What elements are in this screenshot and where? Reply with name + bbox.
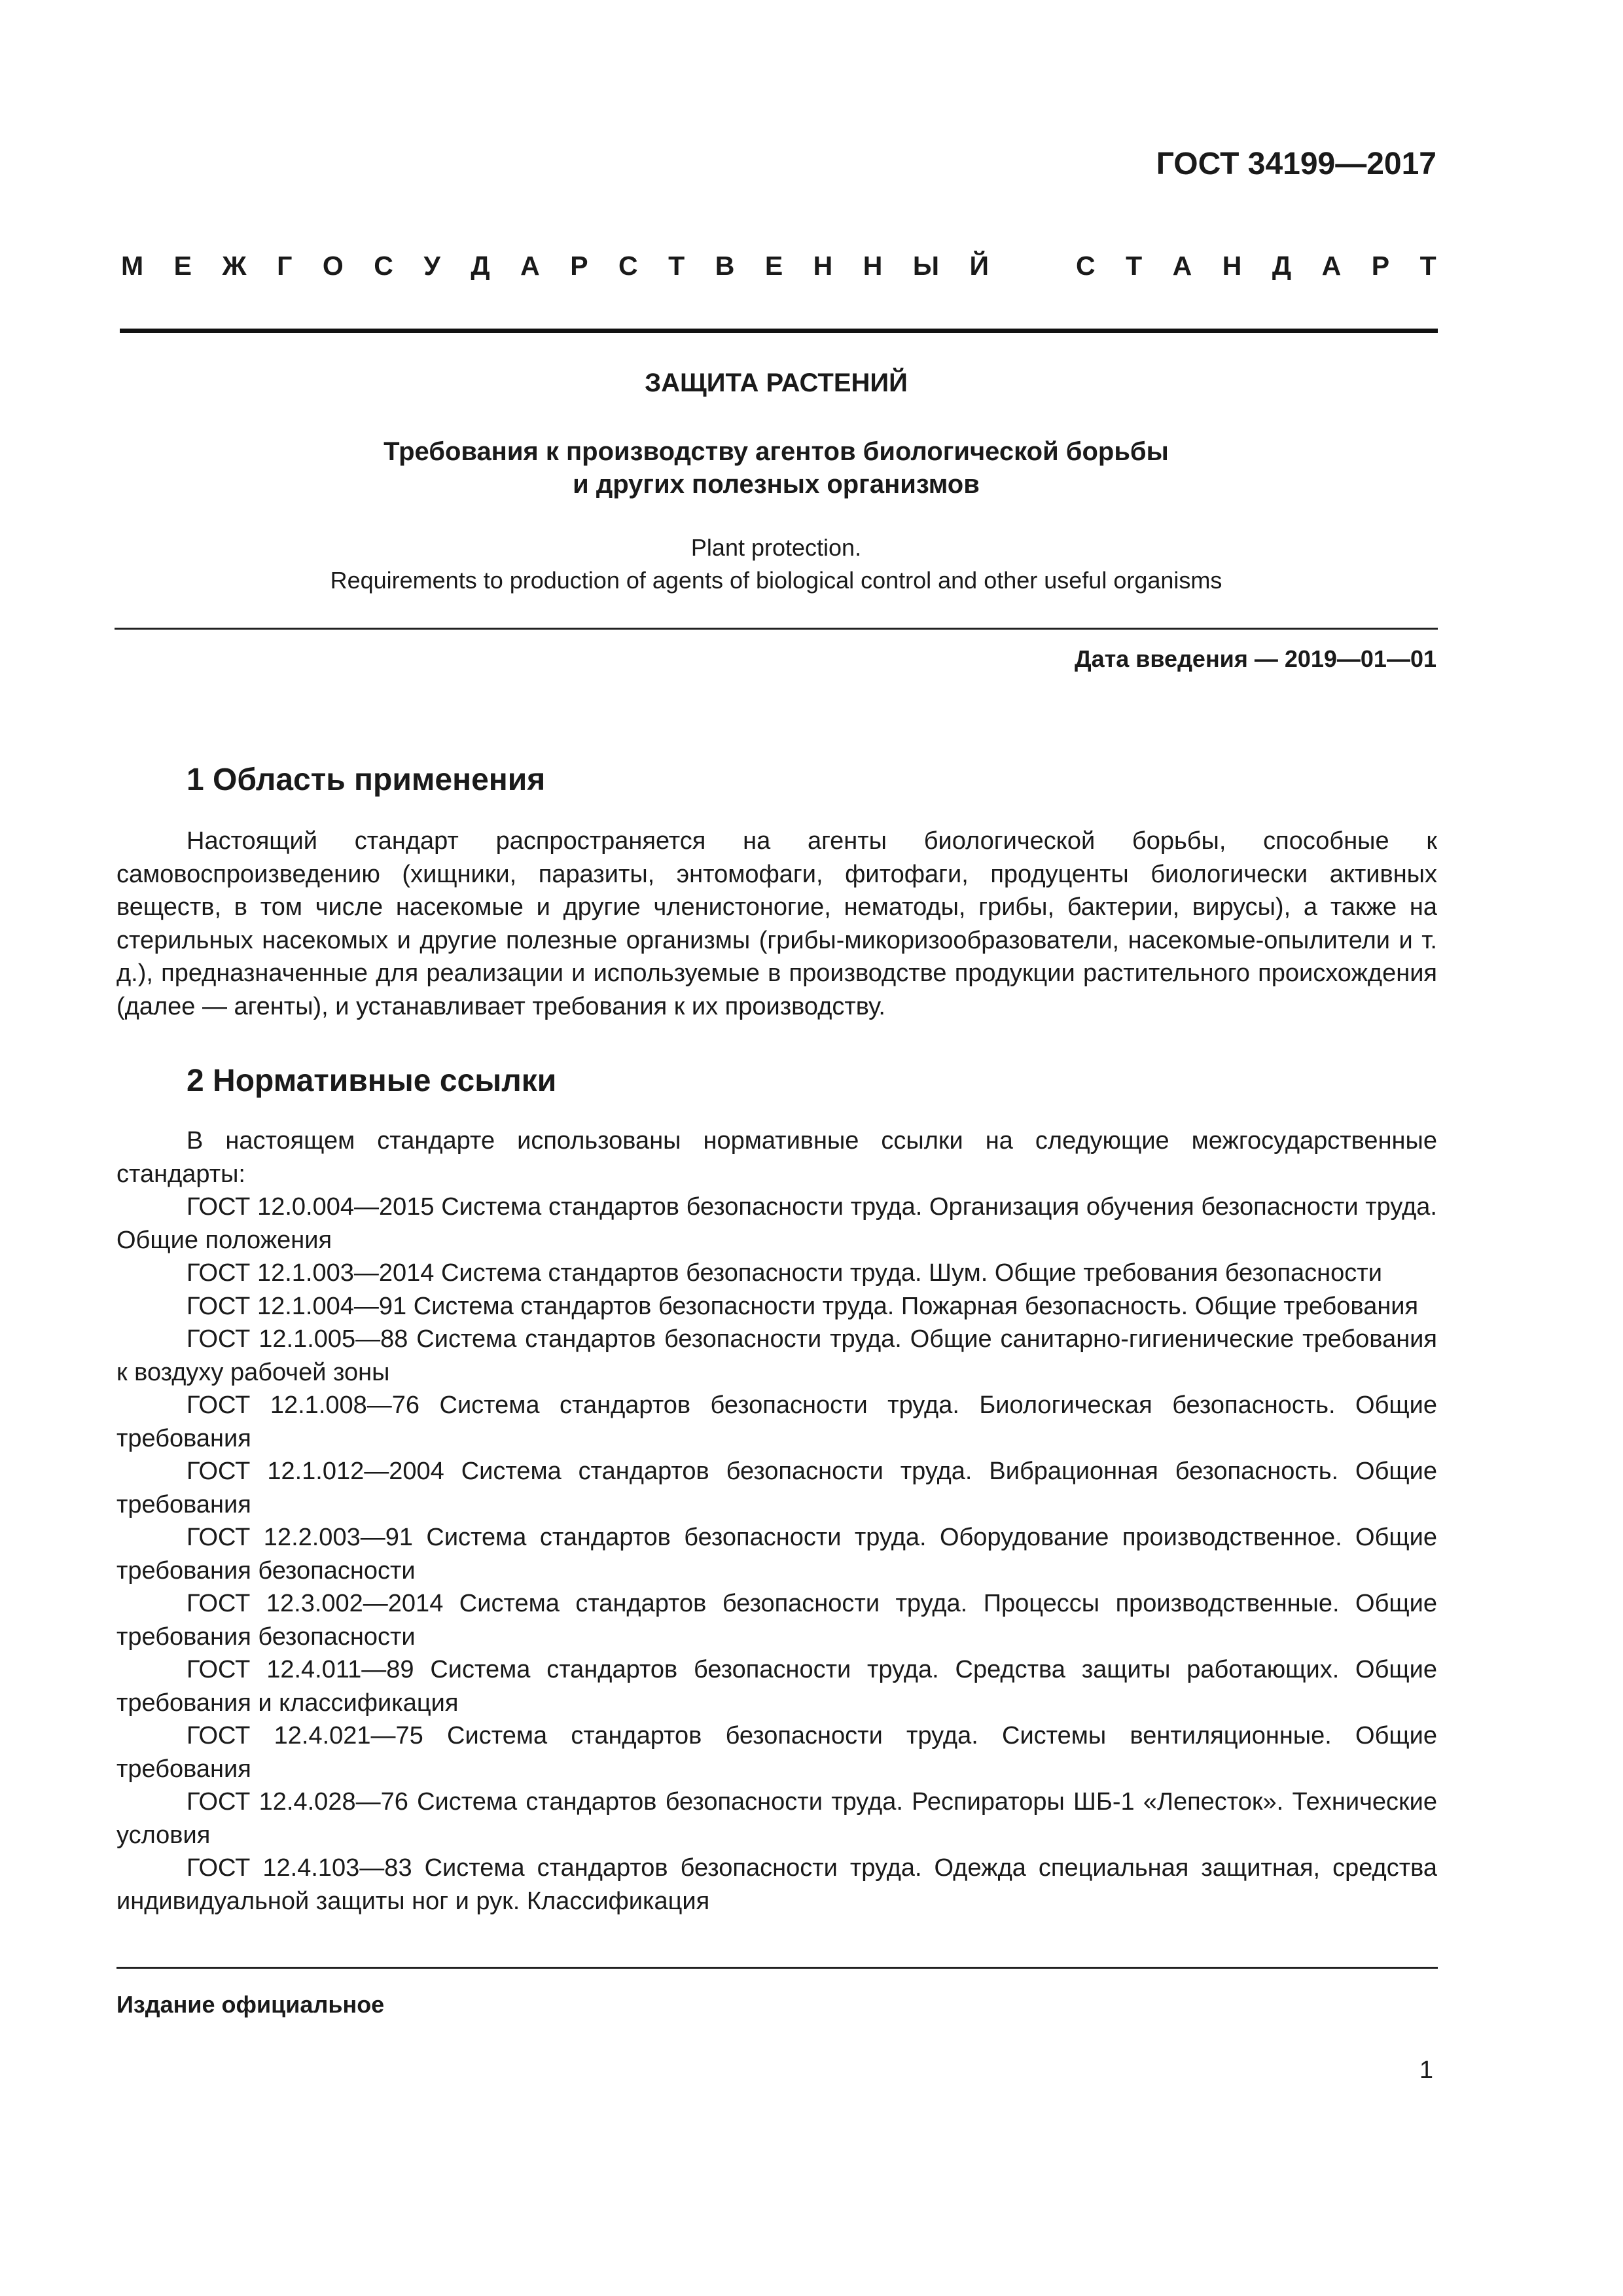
banner-letter: С bbox=[1076, 251, 1096, 281]
document-title: ЗАЩИТА РАСТЕНИЙ bbox=[645, 368, 908, 397]
banner-letter: Т bbox=[1126, 251, 1143, 281]
banner-letter: А bbox=[520, 251, 540, 281]
reference-item: ГОСТ 12.1.005—88 Система стандартов безопасности труда. Общие санитарно-гигиенические требования к воздуху рабочей зоны bbox=[116, 1325, 1437, 1386]
header-divider bbox=[120, 329, 1438, 333]
reference-item: ГОСТ 12.1.008—76 Система стандартов безопасности труда. Биологическая безопасность. Общие требования bbox=[116, 1391, 1437, 1452]
banner-letter: Ж bbox=[222, 251, 247, 281]
banner-letter: Р bbox=[1371, 251, 1390, 281]
banner-letter: У bbox=[423, 251, 440, 281]
section-2-heading: 2 Нормативные ссылки bbox=[187, 1064, 557, 1098]
banner-letter: А bbox=[1172, 251, 1192, 281]
banner-letter: Н bbox=[813, 251, 833, 281]
reference-item: ГОСТ 12.4.021—75 Система стандартов безопасности труда. Системы вентиляционные. Общие требования bbox=[116, 1722, 1437, 1783]
banner-letter: Н bbox=[1222, 251, 1242, 281]
section-1-paragraph: Настоящий стандарт распространяется на агенты биологической борьбы, способные к самовоспроизведению (хищники, паразиты, энтомофаги, фитофаги, продуценты биологически активных веществ, в том числе насекомые и другие членистоногие, нематоды, грибы, бактерии, вирусы), а также на стерильных насекомых и другие полезные организмы (грибы-микоризообразователи, насекомые-опылители и т. д.), предназначенные для реализации и используемые в производстве продукции растительного происхождения (далее — агенты), и устанавливает требования к их производству. bbox=[116, 827, 1437, 1020]
banner-letter: Й bbox=[969, 251, 989, 281]
standard-code: ГОСТ 34199—2017 bbox=[1156, 147, 1436, 181]
reference-item: ГОСТ 12.0.004—2015 Система стандартов безопасности труда. Организация обучения безопасности труда. Общие положения bbox=[116, 1193, 1437, 1254]
section-1-heading: 1 Область применения bbox=[187, 762, 546, 797]
banner-letter: С bbox=[618, 251, 638, 281]
section-1-body bbox=[116, 825, 1437, 1023]
reference-item: ГОСТ 12.1.012—2004 Система стандартов безопасности труда. Вибрационная безопасность. Общие требования bbox=[116, 1458, 1437, 1518]
banner-letter: Ы bbox=[912, 251, 940, 281]
banner-letter: А bbox=[1321, 251, 1342, 281]
subtitle-line-2: и других полезных организмов bbox=[573, 470, 980, 499]
edition-note: Издание официальное bbox=[116, 1991, 385, 2018]
reference-item: ГОСТ 12.1.004—91 Система стандартов безопасности труда. Пожарная безопасность. Общие требования bbox=[187, 1292, 1419, 1320]
reference-item: ГОСТ 12.4.011—89 Система стандартов безопасности труда. Средства защиты работающих. Общие требования и классификация bbox=[116, 1656, 1437, 1717]
page-number: 1 bbox=[1419, 2056, 1433, 2084]
banner-letter: Н bbox=[863, 251, 883, 281]
reference-item: ГОСТ 12.1.003—2014 Система стандартов безопасности труда. Шум. Общие требования безопасности bbox=[187, 1259, 1382, 1287]
subtitle-line-1: Требования к производству агентов биологической борьбы bbox=[383, 437, 1169, 466]
banner-letter: В bbox=[715, 251, 735, 281]
section-2-body bbox=[116, 1124, 1437, 1918]
english-title-line-1: Plant protection. bbox=[690, 534, 862, 561]
banner-word-gap bbox=[1020, 247, 1046, 284]
reference-item: ГОСТ 12.4.103—83 Система стандартов безопасности труда. Одежда специальная защитная, средства индивидуальной защиты ног и рук. Классификация bbox=[116, 1854, 1437, 1915]
banner-letter: Д bbox=[1272, 251, 1292, 281]
introduction-date: Дата введения — 2019—01—01 bbox=[1074, 645, 1436, 672]
english-title-line-2: Requirements to production of agents of biological control and other useful organisms bbox=[330, 567, 1222, 594]
reference-item: ГОСТ 12.4.028—76 Система стандартов безопасности труда. Респираторы ШБ-1 «Лепесток». Технические условия bbox=[116, 1788, 1437, 1849]
banner-letter: Р bbox=[570, 251, 588, 281]
references-intro: В настоящем стандарте использованы нормативные ссылки на следующие межгосударственные стандарты: bbox=[116, 1127, 1437, 1188]
banner-letter: Т bbox=[668, 251, 685, 281]
title-divider bbox=[115, 628, 1438, 630]
reference-item: ГОСТ 12.2.003—91 Система стандартов безопасности труда. Оборудование производственное. Общие требования безопасности bbox=[116, 1524, 1437, 1585]
banner-letter: С bbox=[374, 251, 393, 281]
banner-letter: Т bbox=[1419, 251, 1436, 281]
banner-letter: Е bbox=[173, 251, 192, 281]
interstate-standard-banner bbox=[121, 247, 1436, 284]
reference-item: ГОСТ 12.3.002—2014 Система стандартов безопасности труда. Процессы производственные. Общие требования безопасности bbox=[116, 1590, 1437, 1651]
banner-letter: Д bbox=[471, 251, 490, 281]
banner-letter: О bbox=[322, 251, 344, 281]
english-title bbox=[115, 531, 1438, 597]
document-subtitle bbox=[115, 435, 1438, 501]
banner-letter: Е bbox=[764, 251, 783, 281]
footer-divider bbox=[116, 1967, 1438, 1969]
banner-letter: М bbox=[121, 251, 144, 281]
banner-letter: Г bbox=[277, 251, 293, 281]
